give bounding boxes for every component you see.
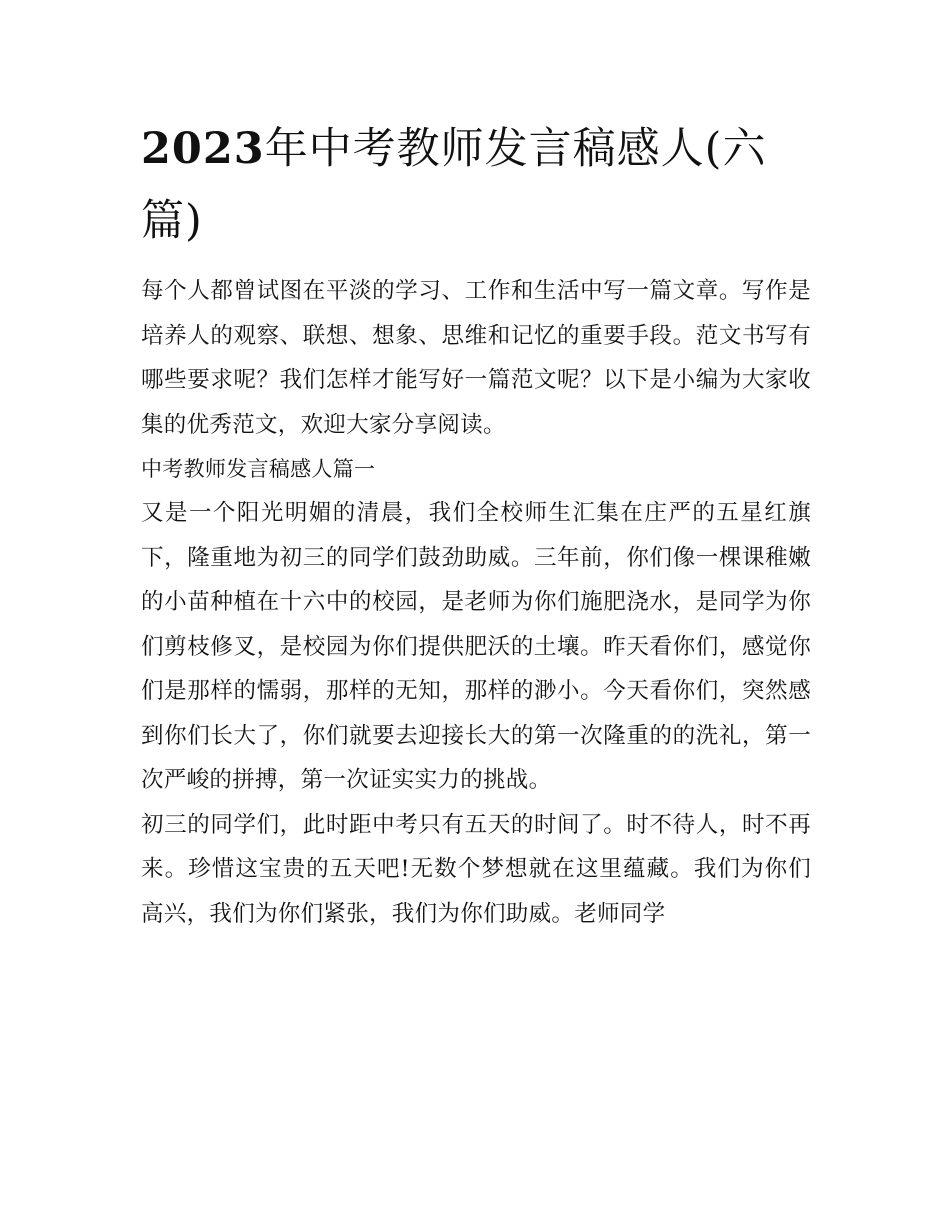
document-title xyxy=(141,113,811,257)
section-heading: 中考教师发言稿感人篇一 xyxy=(141,457,376,481)
document-page xyxy=(141,113,811,936)
body-paragraph-2: 初三的同学们，此时距中考只有五天的时间了。时不待人，时不再来。珍惜这宝贵的五天吧!无数个梦想就在这里蕴藏。我们为你们高兴，我们为你们紧张，我们为你们助威。老师同学 xyxy=(141,811,811,927)
title-year: 2023 xyxy=(141,124,265,174)
body-paragraph-1: 又是一个阳光明媚的清晨，我们全校师生汇集在庄严的五星红旗下，隆重地为初三的同学们鼓劲助威。三年前，你们像一棵课稚嫩的小苗种植在十六中的校园，是老师为你们施肥浇水，是同学为你们剪枝修叉，是校园为你们提供肥沃的土壤。昨天看你们，感觉你们是那样的懦弱，那样的无知，那样的渺小。今天看你们，突然感到你们长大了，你们就要去迎接长大的第一次隆重的的洗礼，第一次严峻的拼搏，第一次证实实力的挑战。 xyxy=(141,500,811,793)
intro-paragraph: 每个人都曾试图在平淡的学习、工作和生活中写一篇文章。写作是培养人的观察、联想、想象、思维和记忆的重要手段。范文书写有哪些要求呢？我们怎样才能写好一篇范文呢？以下是小编为大家收集的优秀范文，欢迎大家分享阅读。 xyxy=(141,278,811,438)
title-text: 年中考教师发言稿感人(六篇) xyxy=(141,124,767,246)
